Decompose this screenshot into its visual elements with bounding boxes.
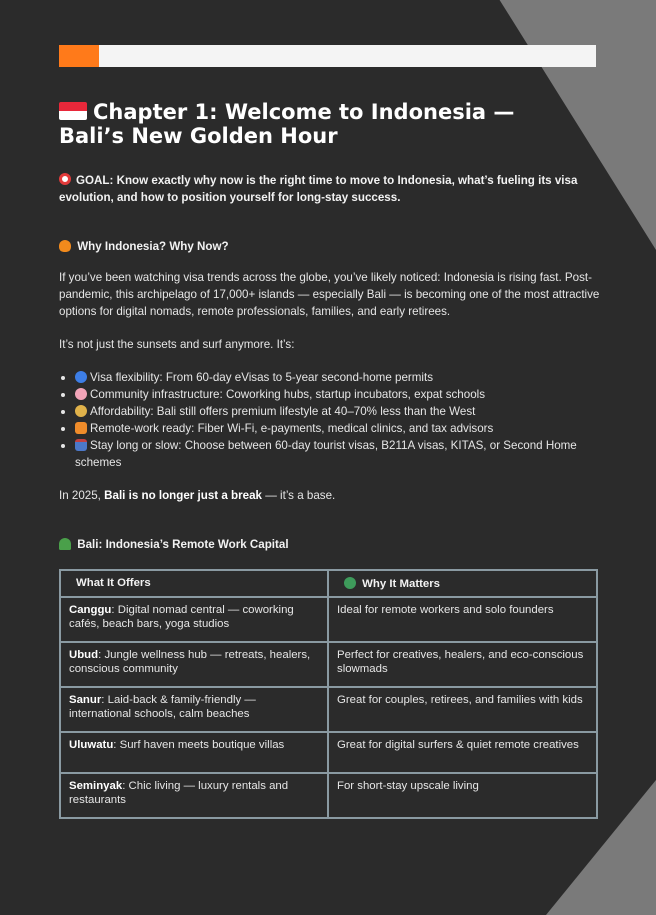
list-item: Affordability: Bali still offers premium lifestyle at 40–70% less than the West xyxy=(59,403,604,420)
table-row xyxy=(60,597,597,642)
signal-icon xyxy=(75,422,87,434)
page-content xyxy=(59,100,604,819)
summary-sentence: In 2025, Bali is no longer just a break — it’s a base. xyxy=(59,489,336,502)
table-cell-offer: Seminyak: Chic living — luxury rentals and restaurants xyxy=(60,773,328,818)
benefit-list xyxy=(59,369,604,471)
table-cell-why: Ideal for remote workers and solo founders xyxy=(328,597,597,642)
table-cell-offer: Uluwatu: Surf haven meets boutique villas xyxy=(60,732,328,773)
table-cell-why: For short-stay upscale living xyxy=(328,773,597,818)
section-heading-bali: Bali: Indonesia’s Remote Work Capital xyxy=(59,538,604,551)
table-cell-offer: Sanur: Laid-back & family-friendly — international schools, calm beaches xyxy=(60,687,328,732)
brain-icon xyxy=(75,388,87,400)
header-accent-block xyxy=(59,45,99,67)
table-row xyxy=(60,687,597,732)
goal-statement: GOAL: Know exactly why now is the right time to move to Indonesia, what’s fueling its visa evolution, and how to position yourself for long-stay success. xyxy=(59,174,578,204)
list-item: Remote-work ready: Fiber Wi-Fi, e-payments, medical clinics, and tax advisors xyxy=(59,420,604,437)
list-item: Community infrastructure: Coworking hubs, startup incubators, expat schools xyxy=(59,386,604,403)
table-row xyxy=(60,773,597,818)
globe-icon xyxy=(344,577,356,589)
page-title: Chapter 1: Welcome to Indonesia — Bali’s New Golden Hour xyxy=(59,100,515,148)
calendar-icon xyxy=(75,439,87,451)
table-cell-offer: Ubud: Jungle wellness hub — retreats, healers, conscious community xyxy=(60,642,328,687)
lead-sentence: It’s not just the sunsets and surf anymore. It’s: xyxy=(59,338,295,351)
table-cell-offer: Canggu: Digital nomad central — coworking cafés, beach bars, yoga studios xyxy=(60,597,328,642)
table-header-why: Why It Matters xyxy=(328,570,597,597)
money-bag-icon xyxy=(75,405,87,417)
table-cell-why: Great for couples, retirees, and families with kids xyxy=(328,687,597,732)
intro-paragraph: If you’ve been watching visa trends across the globe, you’ve likely noticed: Indonesia is rising fast. Post-pandemic, this archipelago of 17,000+ islands — especially Bali — is becoming one of the most attractive options for digital nomads, remote professionals, families, and early retirees. xyxy=(59,271,600,318)
header-bar xyxy=(59,45,596,67)
list-item: Stay long or slow: Choose between 60-day tourist visas, B211A visas, KITAS, or Second Home schemes xyxy=(59,437,604,471)
list-item: Visa flexibility: From 60-day eVisas to 5-year second-home permits xyxy=(59,369,604,386)
bali-areas-table xyxy=(59,569,598,819)
section-heading-why: Why Indonesia? Why Now? xyxy=(59,240,604,253)
indonesia-flag-icon xyxy=(59,102,87,120)
table-header-offers: What It Offers xyxy=(60,570,328,597)
target-icon xyxy=(59,173,71,185)
table-cell-why: Great for digital surfers & quiet remote creatives xyxy=(328,732,597,773)
table-row xyxy=(60,642,597,687)
globe-icon xyxy=(75,371,87,383)
table-row xyxy=(60,732,597,773)
table-cell-why: Perfect for creatives, healers, and eco-conscious slowmads xyxy=(328,642,597,687)
palm-tree-icon xyxy=(59,538,71,550)
table-header-row xyxy=(60,570,597,597)
fire-icon xyxy=(59,240,71,252)
